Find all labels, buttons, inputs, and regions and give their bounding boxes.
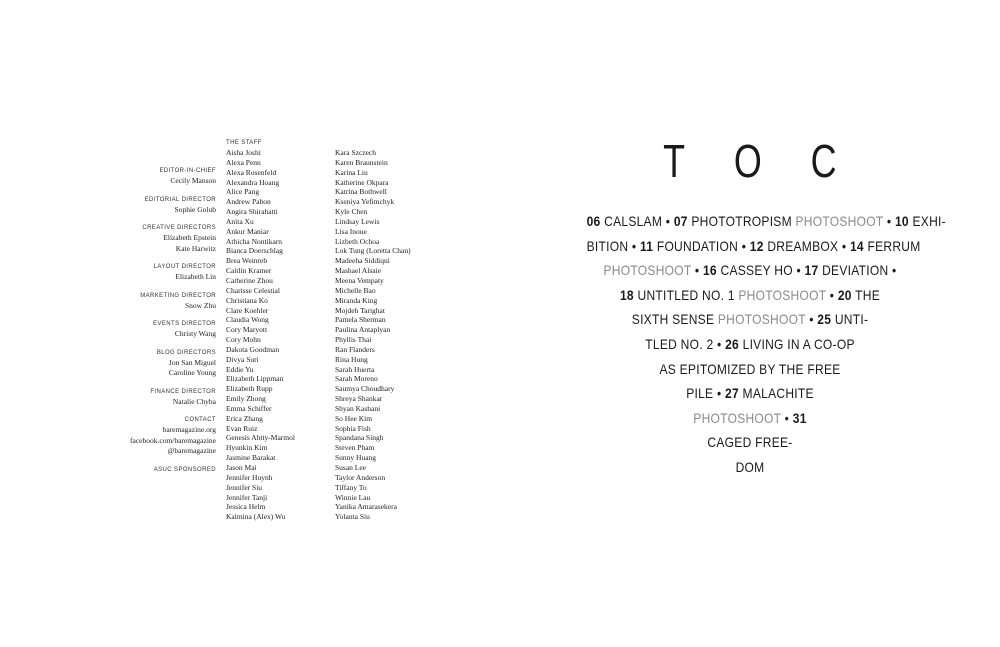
staff-name: Kalmina (Alex) Wu	[226, 512, 286, 522]
staff-column-1	[226, 138, 336, 522]
toc-text: EXHI-	[908, 213, 946, 229]
staff-name: Eddie Yu	[226, 364, 254, 374]
toc-page-number: 17	[804, 262, 819, 279]
role-block	[110, 387, 216, 408]
staff-name: Sarah Moreno	[335, 374, 378, 384]
staff-name: Alexa Penn	[226, 157, 261, 167]
toc-line	[587, 357, 914, 382]
staff-name: Madeeha Siddiqui	[335, 256, 390, 266]
staff-name: Andrew Pabon	[226, 197, 271, 207]
toc-page-number: 16	[702, 262, 717, 279]
role-person: Elizabeth Epstein	[163, 233, 216, 242]
staff-name: Kara Szczech	[335, 148, 377, 157]
staff-name: Michelle Bao	[335, 285, 376, 295]
staff-name: Alexa Rosenfeld	[226, 167, 277, 177]
staff-name: Mojdeh Tarighat	[335, 305, 385, 315]
staff-name: Kseniya Yefimchyk	[335, 197, 395, 207]
toc-line	[587, 332, 914, 357]
staff-name: Cory Maryott	[226, 325, 268, 335]
toc-page-number: 31	[792, 409, 807, 426]
role-person: baremagazine.org	[162, 425, 216, 434]
role-block	[110, 195, 216, 216]
staff-name: Shyan Kashani	[335, 403, 381, 413]
staff-name: Aisha Joshi	[226, 148, 261, 157]
toc-page-number: 25	[817, 311, 832, 328]
toc-line	[586, 209, 946, 234]
toc-title	[660, 134, 840, 188]
staff-name: Athicha Nontikarn	[226, 236, 283, 246]
staff-name: So Hee Kim	[335, 413, 373, 423]
staff-name: Alice Pang	[226, 187, 260, 197]
staff-name: Tiffany To	[335, 482, 367, 492]
staff-name: Alexandra Hoang	[226, 177, 280, 187]
staff-name: Miranda King	[335, 295, 378, 305]
staff-name: Katrina Bothwell	[335, 187, 387, 197]
toc-line	[587, 307, 914, 332]
toc-section-tag: PHOTOSHOOT	[717, 311, 806, 328]
toc-text: MALACHITE	[738, 385, 814, 402]
toc-page-number: 14	[849, 237, 864, 254]
toc-text: PHOTOTROPISM	[687, 213, 796, 229]
toc-text: CALSLAM •	[600, 213, 674, 229]
toc-text: •	[805, 311, 818, 328]
staff-name: Spandana Singh	[335, 433, 384, 443]
toc-section-tag: PHOTOSHOOT	[738, 286, 827, 303]
staff-name: Susan Lee	[335, 463, 367, 472]
toc-title-letter: O	[733, 135, 762, 187]
staff-name: Genesis Ahtty-Marmol	[226, 433, 295, 443]
staff-name: Jason Mai	[226, 463, 257, 472]
staff-name: Sunny Huang	[335, 453, 377, 463]
staff-name: Lisa Inoue	[335, 226, 367, 236]
role-person: Cecily Manson	[170, 176, 216, 185]
staff-name: Dakota Goodman	[226, 344, 280, 354]
toc-text: DEVIATION •	[818, 262, 897, 279]
role-block	[110, 348, 216, 379]
role-person: @baremagazine	[167, 446, 216, 455]
staff-name: Elizabeth Lippman	[226, 374, 284, 384]
toc-line	[587, 430, 914, 455]
toc-text: UNTI-	[831, 311, 869, 328]
staff-name: Sophia Fish	[335, 423, 371, 433]
staff-name: Steven Pham	[335, 443, 375, 453]
role-block	[110, 319, 216, 340]
toc-line	[587, 258, 914, 283]
role-title: ASUC SPONSORED	[153, 466, 216, 473]
staff-name: Jennifer Siu	[226, 482, 263, 492]
staff-name: Paulina Antaplyan	[335, 325, 391, 335]
toc-text: •	[826, 286, 838, 303]
role-block	[110, 166, 216, 187]
toc-text: FOUNDATION •	[653, 237, 750, 254]
staff-column-2	[335, 148, 445, 522]
toc-text: CAGED FREE-	[707, 434, 793, 451]
toc-section-tag: PHOTOSHOOT	[795, 213, 884, 229]
role-person: Christy Wang	[174, 329, 216, 338]
staff-name: Jasmine Barakat	[226, 453, 276, 463]
staff-name: Karina Liu	[335, 167, 368, 177]
role-person: facebook.com/baremagazine	[130, 435, 216, 445]
staff-name: Phyllis Thai	[335, 335, 372, 345]
toc-page-number: 06	[586, 213, 601, 229]
toc-text: FERRUM	[863, 237, 921, 254]
staff-name: Emma Schiffer	[226, 403, 272, 413]
toc-line	[586, 234, 921, 259]
toc-title-letter: C	[810, 135, 837, 187]
role-block	[110, 415, 216, 457]
staff-name: Claudia Wong	[226, 315, 269, 325]
staff-name: Saumya Choudhary	[335, 384, 395, 394]
role-title: CONTACT	[184, 417, 216, 423]
staff-name: Brea Weinreb	[226, 256, 268, 266]
toc-line	[587, 283, 914, 308]
staff-name: Charisse Celestial	[226, 285, 280, 295]
toc-text: •	[691, 262, 703, 279]
staff-name: Catherine Zhou	[226, 275, 273, 285]
staff-name: Pamela Sherman	[335, 315, 386, 325]
toc-text: SIXTH SENSE	[631, 311, 718, 328]
role-person: Kate Harwitz	[175, 243, 216, 253]
toc-text: •	[883, 213, 895, 229]
toc-text: LIVING IN A CO-OP	[739, 335, 855, 352]
role-title: EVENTS DIRECTOR	[153, 321, 216, 327]
staff-heading: THE STAFF	[226, 140, 262, 146]
staff-name: Shreya Shankar	[335, 394, 383, 404]
staff-name: Jessica Helm	[226, 502, 266, 512]
toc-page-number: 07	[673, 213, 688, 229]
staff-name: Sarah Huerta	[335, 364, 375, 374]
toc-text: UNTITLED NO. 1	[633, 286, 739, 303]
role-title: CREATIVE DIRECTORS	[142, 225, 216, 231]
role-block	[110, 291, 216, 312]
staff-name: Bianca Doerschlag	[226, 246, 283, 256]
staff-name: Angira Shirahatti	[226, 207, 278, 217]
role-title: FINANCE DIRECTOR	[150, 388, 216, 395]
toc-line	[587, 455, 914, 480]
staff-name: Yanika Amarasekera	[335, 502, 397, 512]
role-block	[110, 223, 216, 254]
toc-text: BITION •	[586, 237, 640, 254]
role-block	[110, 262, 216, 283]
role-title: BLOG DIRECTORS	[156, 349, 216, 356]
staff-name: Erica Zhang	[226, 413, 263, 423]
toc-title-letter: T	[663, 135, 686, 187]
toc-page-number: 11	[639, 237, 654, 254]
toc-text: TLED NO. 2 •	[645, 335, 726, 352]
staff-name: Lindsay Lewis	[335, 216, 380, 226]
role-title: EDITOR-IN-CHIEF	[159, 168, 216, 174]
toc-line	[587, 381, 914, 406]
role-block	[110, 465, 216, 475]
staff-name: Jennifer Tanji	[226, 492, 268, 502]
toc-text: THE	[851, 286, 881, 303]
toc-text: CASSEY HO •	[716, 262, 805, 279]
toc-section-tag: PHOTOSHOOT	[603, 262, 692, 279]
toc-list	[560, 209, 946, 480]
staff-name: Divya Suri	[226, 354, 259, 364]
role-title: EDITORIAL DIRECTOR	[144, 196, 216, 203]
staff-name: Evan Ruiz	[226, 423, 258, 433]
staff-name: Jennifer Huynh	[226, 472, 273, 482]
staff-name: Lok Tung (Loretta Chan)	[335, 246, 411, 256]
toc-page-number: 26	[725, 335, 740, 352]
staff-name: Karen Braunstein	[335, 157, 388, 167]
role-person: Snow Zhu	[184, 300, 216, 310]
toc-text: PILE •	[686, 385, 726, 402]
staff-name: Taylor Anderson	[335, 472, 386, 482]
staff-name: Clare Koehler	[226, 305, 269, 315]
staff-name: Ankur Maniar	[226, 226, 269, 236]
staff-name: Katherine Okpara	[335, 177, 389, 187]
staff-name: Cory Mohn	[226, 335, 261, 345]
toc-line	[587, 406, 914, 431]
toc-page-number: 10	[894, 213, 909, 229]
role-person: Elizabeth Lin	[175, 272, 216, 281]
staff-name: Elizabeth Rupp	[226, 384, 273, 394]
staff-name: Hyunkin Kim	[226, 443, 268, 453]
toc-page-number: 27	[725, 385, 739, 402]
staff-name: Christiana Ko	[226, 295, 268, 305]
toc-text: DREAMBOX •	[763, 237, 850, 254]
masthead-roles	[110, 166, 216, 483]
staff-name: Mashael Alsaie	[335, 266, 382, 276]
toc-page-number: 12	[749, 237, 764, 254]
role-title: LAYOUT DIRECTOR	[153, 264, 216, 270]
staff-name: Anita Xu	[226, 216, 254, 226]
staff-name: Lizbeth Ochoa	[335, 236, 380, 246]
role-person: Natalie Chyba	[172, 396, 216, 406]
toc-page-number: 20	[837, 286, 852, 303]
staff-name: Kyle Chen	[335, 207, 368, 217]
staff-name: Yolanta Siu	[335, 512, 370, 522]
role-title: MARKETING DIRECTOR	[140, 292, 216, 299]
staff-name: Winnie Lau	[335, 492, 371, 502]
staff-name: Caitlin Kramer	[226, 266, 272, 276]
role-person: Caroline Young	[168, 368, 216, 377]
toc-text: •	[781, 409, 793, 426]
toc-text: DOM	[735, 458, 765, 475]
role-person: Jon San Miguel	[168, 357, 216, 367]
staff-name: Emily Zhong	[226, 394, 266, 404]
staff-name: Meena Vempaty	[335, 275, 384, 285]
toc-text: AS EPITOMIZED BY THE FREE	[659, 360, 841, 377]
toc-page-number: 18	[619, 286, 634, 303]
staff-name: Ran Flanders	[335, 344, 375, 354]
role-person: Sophie Golub	[174, 204, 216, 214]
toc-section-tag: PHOTOSHOOT	[693, 409, 782, 426]
staff-name: Rina Hung	[335, 354, 368, 364]
